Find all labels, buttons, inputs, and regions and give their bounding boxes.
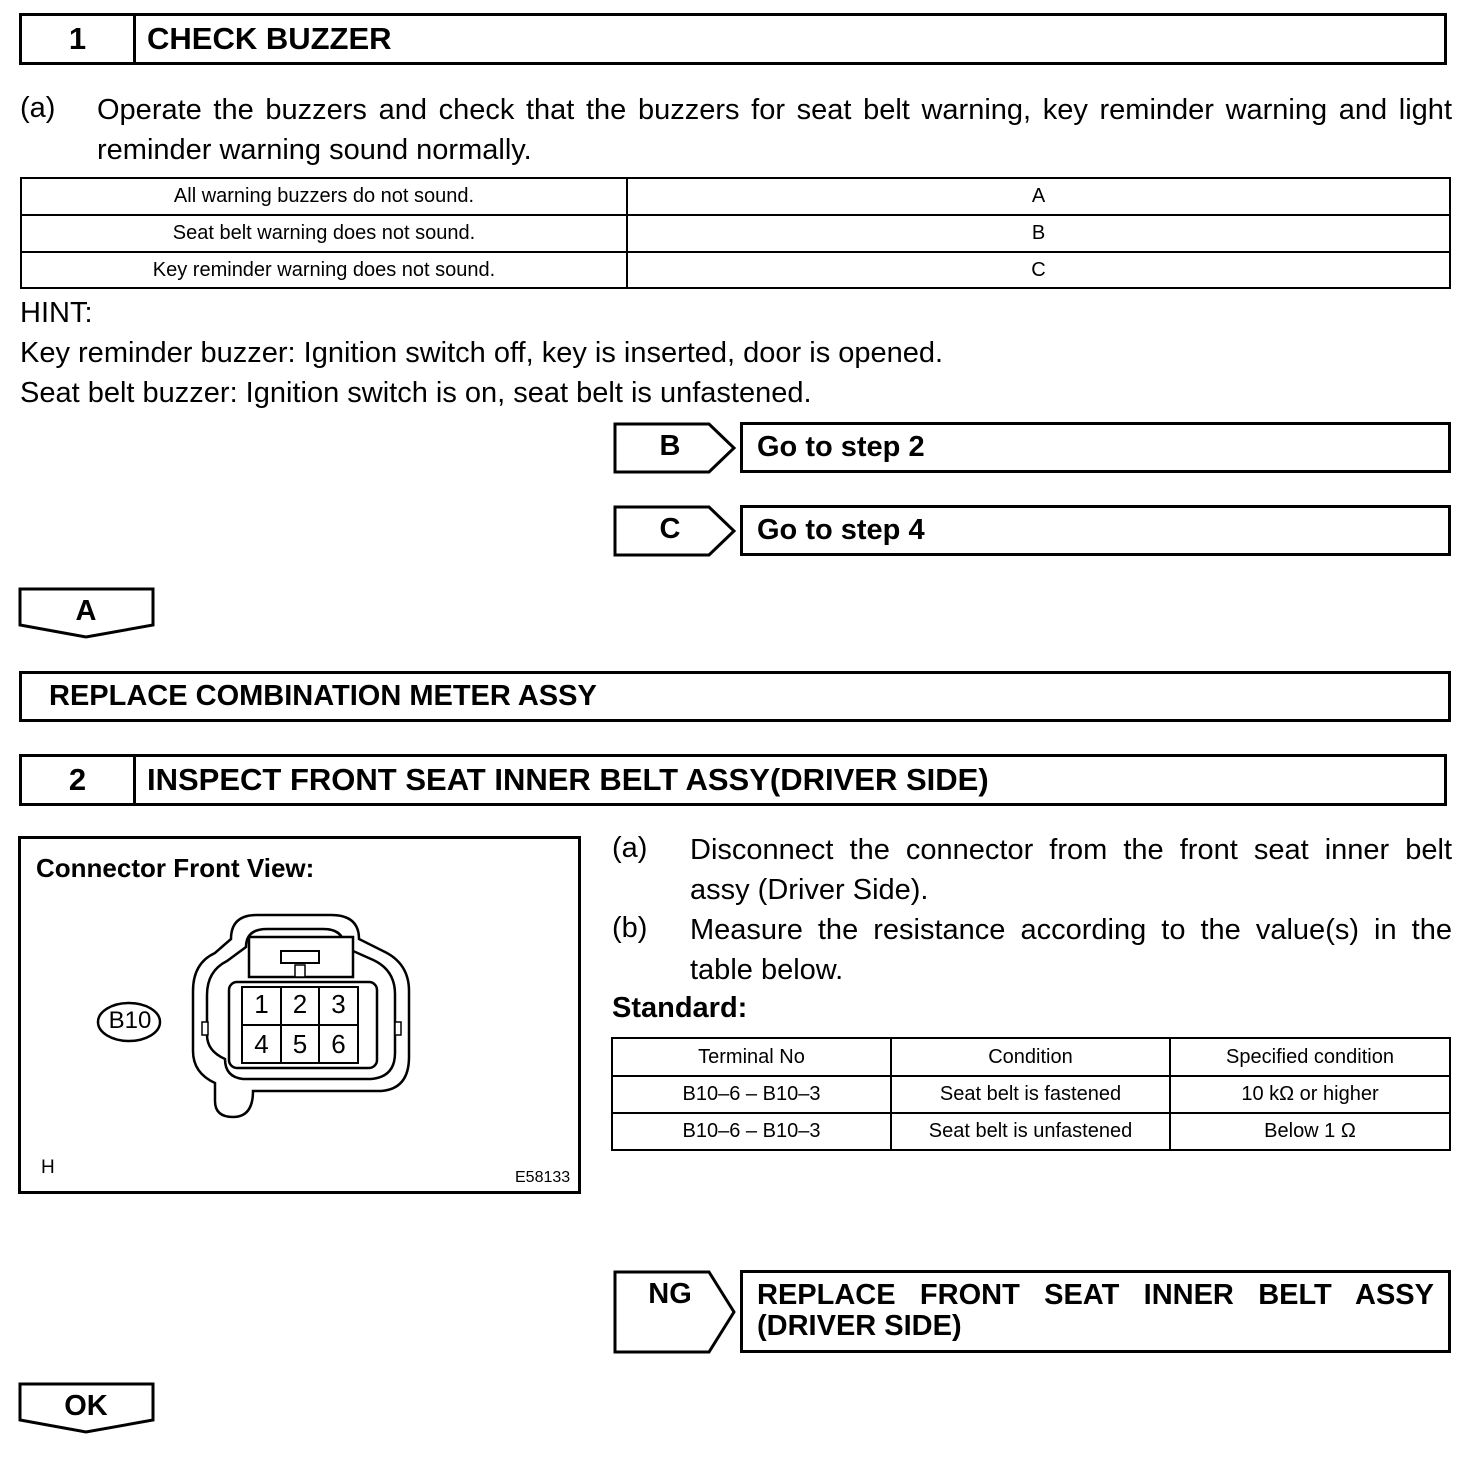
header-specified: Specified condition	[1170, 1038, 1450, 1076]
hint-line: Key reminder buzzer: Ignition switch off, key is inserted, door is opened.	[20, 337, 944, 369]
specified-cell: 10 kΩ or higher	[1170, 1076, 1450, 1113]
result-condition: Seat belt warning does not sound.	[21, 215, 627, 252]
step-2-a-text	[690, 830, 1452, 910]
step-1-title: CHECK BUZZER	[147, 21, 392, 56]
branch-b-tag: B	[659, 430, 681, 462]
step-2-b-text	[690, 910, 1452, 990]
table-row	[612, 1113, 1450, 1150]
result-table	[20, 177, 1451, 289]
pin-5: 5	[292, 1029, 308, 1059]
step-2-b-line1: Measure the resistance according to the value(s) in the	[690, 914, 1452, 946]
pin-4: 4	[254, 1029, 269, 1059]
specified-cell: Below 1 Ω	[1170, 1113, 1450, 1150]
hint-block	[20, 293, 943, 413]
standard-label: Standard:	[612, 992, 748, 1024]
table-row	[21, 215, 1450, 252]
ok-tag: OK	[64, 1390, 108, 1422]
condition-cell: Seat belt is unfastened	[891, 1113, 1170, 1150]
spec-table	[611, 1037, 1451, 1151]
header-condition: Condition	[891, 1038, 1170, 1076]
pin-3: 3	[331, 989, 346, 1019]
hint-line: Seat belt buzzer: Ignition switch is on, seat belt is unfastened.	[20, 377, 812, 409]
hint-title: HINT:	[20, 297, 93, 329]
table-row	[21, 178, 1450, 215]
ng-action-line1: REPLACE FRONT SEAT INNER BELT ASSY	[757, 1279, 1434, 1311]
table-row	[21, 252, 1450, 288]
connector-figure	[18, 836, 581, 1194]
replace-meter-action[interactable]: REPLACE COMBINATION METER ASSY	[19, 671, 1451, 722]
branch-b-action[interactable]: Go to step 2	[740, 422, 1451, 473]
figure-title: Connector Front View:	[36, 853, 315, 883]
ng-action-line2: (DRIVER SIDE)	[757, 1310, 962, 1342]
table-row	[612, 1038, 1450, 1076]
pin-6: 6	[331, 1029, 346, 1059]
ng-tag: NG	[648, 1278, 692, 1310]
step-2-a-label: (a)	[612, 832, 648, 864]
step-2-a-line1: Disconnect the connector from the front seat inner belt	[690, 834, 1452, 866]
result-code: A	[627, 178, 1450, 215]
pin-1: 1	[254, 989, 269, 1019]
result-code: C	[627, 252, 1450, 288]
ng-action[interactable]	[740, 1270, 1451, 1353]
step-2-b-line2: table below.	[690, 954, 844, 986]
step-1-header	[19, 13, 1447, 65]
step-2-b-label: (b)	[612, 912, 648, 944]
branch-c-action[interactable]: Go to step 4	[740, 505, 1451, 556]
step-1-number: 1	[22, 16, 136, 62]
step-2-a-line2: assy (Driver Side).	[690, 874, 929, 906]
result-condition: All warning buzzers do not sound.	[21, 178, 627, 215]
continue-a-tag: A	[75, 595, 97, 627]
step-2-header	[19, 754, 1447, 806]
step-1-a-text	[97, 90, 1452, 170]
pin-2: 2	[292, 989, 308, 1019]
step-1-a-label: (a)	[20, 92, 56, 124]
terminal-cell: B10–6 – B10–3	[612, 1113, 891, 1150]
condition-cell: Seat belt is fastened	[891, 1076, 1170, 1113]
step-2-number: 2	[22, 757, 136, 803]
step-2-title: INSPECT FRONT SEAT INNER BELT ASSY(DRIVER SIDE)	[147, 762, 989, 797]
connector-label: B10	[108, 1007, 152, 1034]
figure-id: E58133	[515, 1169, 571, 1186]
result-code: B	[627, 215, 1450, 252]
step-1-a-line2: reminder warning sound normally.	[97, 134, 532, 166]
figure-corner-left: H	[41, 1157, 55, 1178]
result-condition: Key reminder warning does not sound.	[21, 252, 627, 288]
branch-c-tag: C	[659, 513, 681, 545]
terminal-cell: B10–6 – B10–3	[612, 1076, 891, 1113]
header-terminal: Terminal No	[612, 1038, 891, 1076]
step-1-a-line1: Operate the buzzers and check that the buzzers for seat belt warning, key reminder warning and light	[97, 94, 1452, 126]
table-row	[612, 1076, 1450, 1113]
